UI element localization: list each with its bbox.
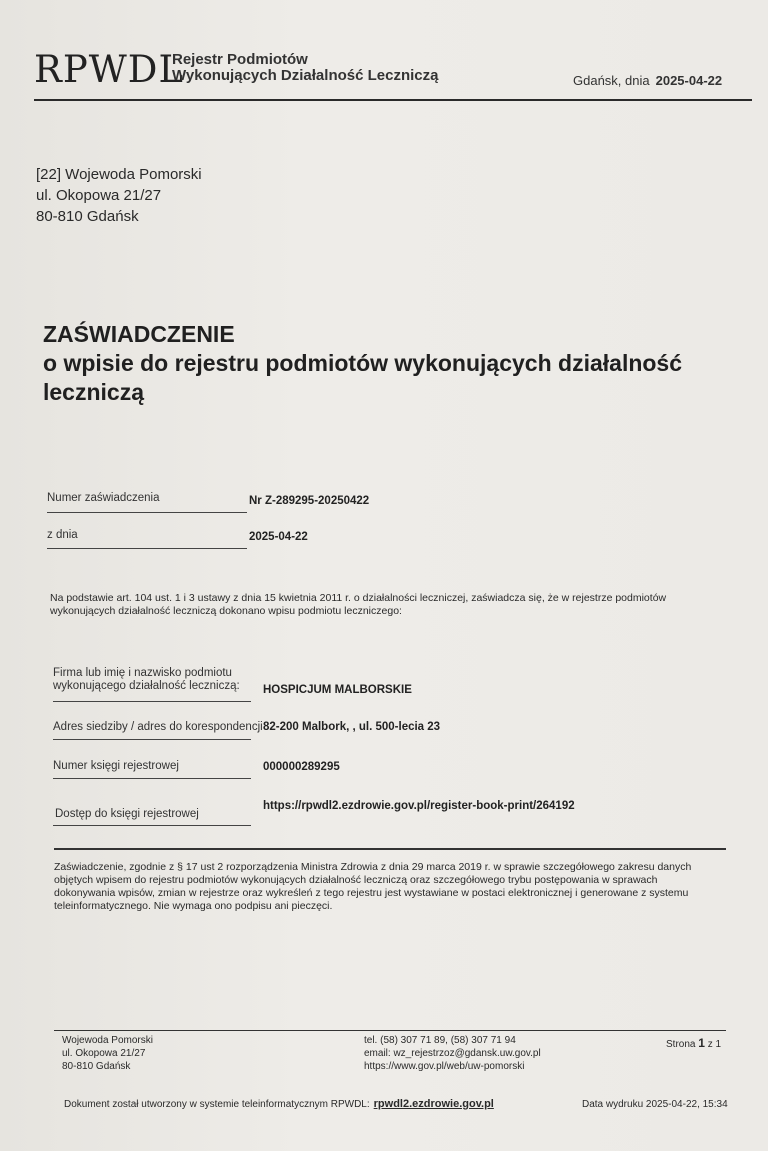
sender-line2: ul. Okopowa 21/27 (36, 187, 162, 204)
register-access-underline (53, 825, 251, 826)
logo-subtitle (172, 52, 438, 84)
header-divider (34, 99, 752, 101)
certificate-number-label: Numer zaświadczenia (47, 492, 160, 504)
register-access-link[interactable]: https://rpwdl2.ezdrowie.gov.pl/register-book-print/264192 (263, 800, 575, 812)
issue-place: Gdańsk, dnia (573, 73, 650, 88)
sender-line1: [22] Wojewoda Pomorski (36, 166, 202, 183)
legal-note: Zaświadczenie, zgodnie z § 17 ust 2 rozporządzenia Ministra Zdrowia z dnia 29 marca 2019 r. w sprawie szczegółowego zakresu danych objętych wpisem do rejestru podmiotów wykonujących działalność leczniczą oraz szczegółowego trybu postępowania w sprawach dokonywania wpisów, zmian w rejestrze oraz wykreśleń z tego rejestru jest wystawiane w postaci elektronicznej i generowane z systemu teleinformatycznego. Nie wymaga ono podpisu ani pieczęci. (54, 861, 692, 912)
address-underline (53, 739, 251, 740)
document-origin-text: Dokument został utworzony w systemie teleinformatycznym RPWDL: (64, 1099, 370, 1110)
title-line1: ZAŚWIADCZENIE (43, 321, 235, 347)
footer-email[interactable]: email: wz_rejestrzoz@gdansk.uw.gov.pl (364, 1048, 541, 1059)
certificate-number-underline (47, 512, 247, 513)
footer-website[interactable]: https://www.gov.pl/web/uw-pomorski (364, 1061, 525, 1072)
footer-address-line2: ul. Okopowa 21/27 (62, 1048, 146, 1059)
register-book-label: Numer księgi rejestrowej (53, 760, 179, 772)
logo-subtitle-line1: Rejestr Podmiotów (172, 51, 308, 68)
register-book-underline (53, 778, 251, 779)
page-number (666, 1036, 721, 1050)
entity-name-label-line1: Firma lub imię i nazwisko podmiotu (53, 667, 232, 679)
register-access-label: Dostęp do księgi rejestrowej (55, 808, 199, 820)
document-origin (64, 1098, 494, 1110)
page-label: Strona (666, 1039, 696, 1050)
footer-address (62, 1034, 153, 1073)
entity-name-label (53, 667, 240, 693)
entity-name-value: HOSPICJUM MALBORSKIE (263, 684, 412, 696)
certificate-date-label: z dnia (47, 529, 78, 541)
certificate-number-value: Nr Z-289295-20250422 (249, 495, 370, 507)
issue-place-date (573, 73, 722, 88)
page-current: 1 (698, 1036, 705, 1050)
section-divider (54, 848, 726, 850)
entity-name-label-line2: wykonującego działalność leczniczą: (53, 680, 240, 692)
entity-name-underline (53, 701, 251, 702)
footer-divider (54, 1030, 726, 1031)
issue-date: 2025-04-22 (655, 73, 723, 88)
certificate-date-underline (47, 548, 247, 549)
page-total: z 1 (707, 1039, 722, 1050)
sender-address (36, 164, 202, 227)
footer-phone: tel. (58) 307 71 89, (58) 307 71 94 (364, 1035, 516, 1046)
logo-subtitle-line2: Wykonujących Działalność Leczniczą (172, 67, 439, 84)
footer-contact (364, 1034, 541, 1073)
title-line2: o wpisie do rejestru podmiotów wykonujących działalność (43, 350, 683, 376)
certificate-date-value: 2025-04-22 (249, 531, 308, 543)
document-title (43, 320, 723, 407)
address-value: 82-200 Malbork, , ul. 500-lecia 23 (263, 721, 441, 733)
rpwdl-logo: RPWDL (34, 48, 185, 91)
register-book-value: 000000289295 (263, 761, 340, 773)
intro-paragraph: Na podstawie art. 104 ust. 1 i 3 ustawy z dnia 15 kwietnia 2011 r. o działalności leczniczej, zaświadcza się, że w rejestrze podmiotów wykonujących działalność leczniczą dokonano wpisu podmiotu leczniczego: (50, 592, 667, 617)
sender-line3: 80-810 Gdańsk (36, 208, 139, 225)
address-label: Adres siedziby / adres do korespondencji (53, 721, 263, 733)
footer-address-line3: 80-810 Gdańsk (62, 1061, 131, 1072)
footer-address-line1: Wojewoda Pomorski (62, 1035, 153, 1046)
print-date: Data wydruku 2025-04-22, 15:34 (582, 1099, 728, 1110)
rpwdl-link[interactable]: rpwdl2.ezdrowie.gov.pl (373, 1098, 494, 1110)
title-line3: leczniczą (43, 379, 144, 405)
